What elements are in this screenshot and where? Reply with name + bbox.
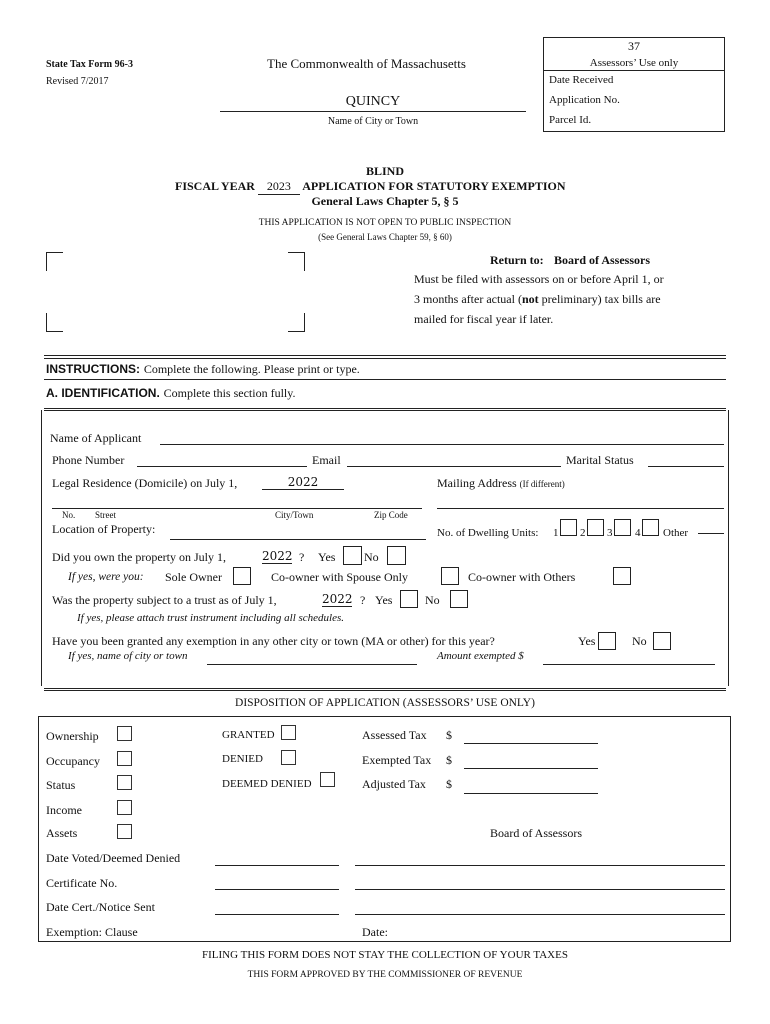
date-label: Date: <box>362 925 388 939</box>
other-exemption-amount-field[interactable] <box>543 650 715 665</box>
trust-no-checkbox[interactable] <box>450 590 468 608</box>
assessed-tax-field[interactable] <box>464 729 598 744</box>
filing-deadline-line1: Must be filed with assessors on or before April 1, or <box>414 272 664 286</box>
city-name[interactable]: QUINCY <box>345 94 401 109</box>
legal-residence-field[interactable] <box>52 494 422 509</box>
dwelling-3-label: 3 <box>607 527 613 539</box>
address-street-caption: Street <box>95 510 116 520</box>
assets-label: Assets <box>46 826 78 840</box>
date-received-label[interactable]: Date Received <box>549 74 614 86</box>
filing-deadline-line2: 3 months after actual (not preliminary) tax bills are <box>414 292 661 306</box>
co-owner-spouse-label: Co-owner with Spouse Only <box>271 570 408 584</box>
legal-residence-label: Legal Residence (Domicile) on July 1, <box>52 476 238 490</box>
assessor-signature-3[interactable] <box>355 900 725 915</box>
own-no-checkbox[interactable] <box>387 546 406 565</box>
legal-residence-year-field[interactable]: 2022 <box>262 475 344 490</box>
date-voted-field[interactable] <box>215 851 339 866</box>
dwelling-4-label: 4 <box>635 527 641 539</box>
date-voted-label: Date Voted/Deemed Denied <box>46 851 181 865</box>
adjusted-tax-field[interactable] <box>464 779 598 794</box>
exempted-tax-dollar: $ <box>446 753 452 767</box>
deemed-denied-checkbox[interactable] <box>320 772 335 787</box>
exemption-clause-label: Exemption: Clause <box>46 925 138 939</box>
certificate-no-field[interactable] <box>215 875 339 890</box>
form-sequence-number: 37 <box>628 39 640 53</box>
dwelling-4-checkbox[interactable] <box>642 519 659 536</box>
general-laws-ref: General Laws Chapter 5, § 5 <box>311 194 459 208</box>
dwelling-3-checkbox[interactable] <box>614 519 631 536</box>
exempted-tax-field[interactable] <box>464 754 598 769</box>
own-no-label: No <box>364 550 379 564</box>
co-owner-spouse-checkbox[interactable] <box>441 567 459 585</box>
income-checkbox[interactable] <box>117 800 132 815</box>
bracket-top-left-icon <box>46 252 63 271</box>
assessed-tax-label: Assessed Tax <box>362 728 427 742</box>
email-field[interactable] <box>347 452 561 467</box>
occupancy-label: Occupancy <box>46 754 100 768</box>
date-cert-label: Date Cert./Notice Sent <box>46 900 155 914</box>
dwelling-1-checkbox[interactable] <box>560 519 577 536</box>
deemed-denied-label: DEEMED DENIED <box>222 778 312 790</box>
denied-checkbox[interactable] <box>281 750 296 765</box>
own-property-year-field[interactable]: 2022 <box>262 549 293 563</box>
footer-approval: THIS FORM APPROVED BY THE COMMISSIONER OF REVENUE <box>247 970 523 980</box>
if-yes-were-you: If yes, were you: <box>68 571 144 583</box>
address-no-caption: No. <box>62 510 76 520</box>
location-field[interactable] <box>170 525 426 540</box>
assessors-use-box <box>543 37 725 132</box>
mailing-address-label: Mailing Address (If different) <box>437 476 565 490</box>
address-city-caption: City/Town <box>275 510 314 520</box>
applicant-name-label: Name of Applicant <box>50 431 142 445</box>
trust-question: Was the property subject to a trust as of July 1, <box>52 593 277 607</box>
assessor-signature-1[interactable] <box>355 851 725 866</box>
dwelling-other-label: Other <box>663 527 689 539</box>
footer-notice: FILING THIS FORM DOES NOT STAY THE COLLECTION OF YOUR TAXES <box>202 949 568 961</box>
assessed-tax-dollar: $ <box>446 728 452 742</box>
dwelling-2-checkbox[interactable] <box>587 519 604 536</box>
own-property-q-mark: ? <box>299 550 305 564</box>
applicant-name-field[interactable] <box>160 430 724 445</box>
instructions: INSTRUCTIONS: Complete the following. Please print or type. <box>46 362 360 376</box>
other-exemption-city-label: If yes, name of city or town <box>68 650 188 662</box>
form-title-fiscal <box>175 179 566 195</box>
mailing-address-field[interactable] <box>437 494 724 509</box>
other-exemption-yes-checkbox[interactable] <box>598 632 616 650</box>
other-exemption-no-checkbox[interactable] <box>653 632 671 650</box>
return-to-label: Return to: <box>490 253 544 267</box>
email-label: Email <box>312 453 341 467</box>
revised-date: Revised 7/2017 <box>46 76 109 87</box>
fiscal-suffix: APPLICATION FOR STATUTORY EXEMPTION <box>302 179 566 193</box>
other-exemption-question: Have you been granted any exemption in any other city or town (MA or other) for this year? <box>52 634 495 648</box>
phone-field[interactable] <box>137 452 307 467</box>
public-inspection-ref: (See General Laws Chapter 59, § 60) <box>318 232 452 242</box>
co-owner-others-checkbox[interactable] <box>613 567 631 585</box>
public-inspection-notice: THIS APPLICATION IS NOT OPEN TO PUBLIC INSPECTION <box>258 218 512 228</box>
return-to-board: Board of Assessors <box>554 253 651 267</box>
dwelling-units-label: No. of Dwelling Units: <box>437 527 539 539</box>
dwelling-2-label: 2 <box>580 527 586 539</box>
denied-label: DENIED <box>222 753 263 765</box>
city-caption: Name of City or Town <box>327 116 419 127</box>
trust-no-label: No <box>425 593 440 607</box>
location-label: Location of Property: <box>52 522 156 536</box>
assessors-use-title: Assessors’ Use only <box>589 57 679 69</box>
dwelling-other-field[interactable] <box>698 533 724 534</box>
granted-label: GRANTED <box>222 729 275 741</box>
assets-checkbox[interactable] <box>117 824 132 839</box>
trust-yes-label: Yes <box>375 593 393 607</box>
status-checkbox[interactable] <box>117 775 132 790</box>
occupancy-checkbox[interactable] <box>117 751 132 766</box>
other-exemption-yes-label: Yes <box>578 634 596 648</box>
adjusted-tax-label: Adjusted Tax <box>362 777 426 791</box>
fiscal-prefix: FISCAL YEAR <box>175 179 255 193</box>
address-zip-caption: Zip Code <box>374 510 408 520</box>
board-of-assessors-label: Board of Assessors <box>490 826 582 840</box>
parcel-id-label[interactable]: Parcel Id. <box>549 114 592 126</box>
ownership-checkbox[interactable] <box>117 726 132 741</box>
other-exemption-amount-label: Amount exempted $ <box>437 650 524 662</box>
other-exemption-no-label: No <box>632 634 647 648</box>
dwelling-1-label: 1 <box>553 527 559 539</box>
trust-yes-checkbox[interactable] <box>400 590 418 608</box>
application-no-label[interactable]: Application No. <box>549 94 620 106</box>
marital-status-label: Marital Status <box>566 453 634 467</box>
form-number: State Tax Form 96-3 <box>46 59 133 70</box>
sole-owner-label: Sole Owner <box>165 570 222 584</box>
trust-q-mark: ? <box>360 593 366 607</box>
fiscal-year-field[interactable]: 2023 <box>258 179 300 195</box>
sole-owner-checkbox[interactable] <box>233 567 251 585</box>
bracket-top-right-icon <box>288 252 305 271</box>
form-title-blind: BLIND <box>365 164 404 178</box>
trust-year-field[interactable]: 2022 <box>322 592 353 606</box>
own-property-question: Did you own the property on July 1, <box>52 550 226 564</box>
trust-note: If yes, please attach trust instrument including all schedules. <box>77 612 345 624</box>
phone-label: Phone Number <box>52 453 125 467</box>
date-cert-field[interactable] <box>215 900 339 915</box>
bracket-bottom-right-icon <box>288 313 305 332</box>
exempted-tax-label: Exempted Tax <box>362 753 432 767</box>
disposition-title: DISPOSITION OF APPLICATION (ASSESSORS’ USE ONLY) <box>235 697 535 709</box>
other-exemption-city-field[interactable] <box>207 650 417 665</box>
own-yes-label: Yes <box>318 550 336 564</box>
granted-checkbox[interactable] <box>281 725 296 740</box>
commonwealth-heading: The Commonwealth of Massachusetts <box>267 56 466 71</box>
assessor-signature-2[interactable] <box>355 875 725 890</box>
certificate-no-label: Certificate No. <box>46 876 118 890</box>
bracket-bottom-left-icon <box>46 313 63 332</box>
income-label: Income <box>46 803 82 817</box>
marital-status-field[interactable] <box>648 452 724 467</box>
status-label: Status <box>46 778 76 792</box>
filing-deadline-line3: mailed for fiscal year if later. <box>414 312 554 326</box>
ownership-label: Ownership <box>46 729 99 743</box>
adjusted-tax-dollar: $ <box>446 777 452 791</box>
section-a-heading: A. IDENTIFICATION. Complete this section fully. <box>46 386 296 400</box>
co-owner-others-label: Co-owner with Others <box>468 570 576 584</box>
own-yes-checkbox[interactable] <box>343 546 362 565</box>
